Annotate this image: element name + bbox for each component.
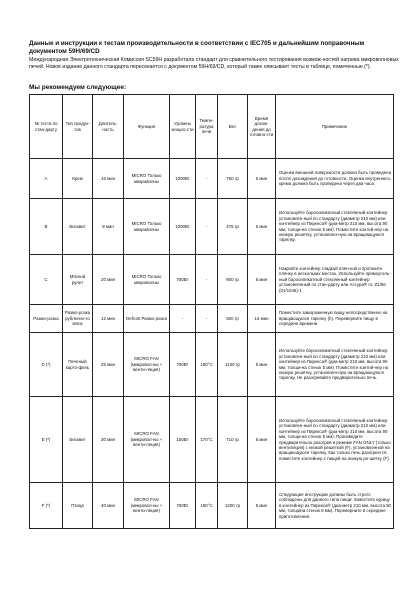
- cell-weight: 750 гр: [218, 159, 248, 199]
- cell-duration: 12 мин: [93, 305, 124, 333]
- intro-paragraph: Международная Электротехническая Комиссия SC59H разработала стандарт для сравнительного тестирования возмож-ностей нагрева микроволновых печей. Новое издание данного стандарта пересекается с документом 59H/69/CD, который также описывает тесты в таблице, помеченные (*).: [29, 57, 399, 70]
- header-test-number: № теста по стан-дарту: [30, 95, 63, 159]
- cell-power: -: [170, 305, 196, 333]
- cell-standing: 5 мин: [248, 159, 276, 199]
- cell-test: E (*): [30, 397, 63, 483]
- cell-power: 1000Вт: [170, 199, 196, 255]
- header-standing-time: Время дохож-дения до готовно-сти: [248, 95, 276, 159]
- header-product-type: Тип продук-тов: [63, 95, 93, 159]
- cell-duration: 25 мин: [93, 333, 124, 397]
- cell-product: Крем: [63, 159, 93, 199]
- cell-temp: 190°C: [196, 483, 218, 529]
- cell-standing: 5 мин: [248, 255, 276, 305]
- header-weight: Вес: [218, 95, 248, 159]
- cell-power: 750Вт: [170, 333, 196, 397]
- cell-power: 750Вт: [170, 255, 196, 305]
- cell-function: MICRO Только микроволны: [124, 159, 170, 199]
- cell-product: Птица: [63, 483, 93, 529]
- cell-function: MICRO FAN (микровол-ны + венти-ляция): [124, 483, 170, 529]
- cell-weight: 710 гр: [218, 397, 248, 483]
- cell-test: F (*): [30, 483, 63, 529]
- cell-standing: 5 мин: [248, 397, 276, 483]
- table-row: [30, 333, 394, 397]
- cell-standing: 5 мин: [248, 333, 276, 397]
- cell-power: 1000Вт: [170, 159, 196, 199]
- cell-weight: 475 гр: [218, 199, 248, 255]
- cell-note: Накройте контейнер гладкой плён-кой и проткните плёнку в нескольких местах. Используйте прямоуголь-ный боросиликатный стеклянный контейнер установленный по стан-дарту или Ассура® nr. Z1/56 (01/1046)-1: [276, 255, 394, 305]
- table-row: [30, 483, 394, 529]
- table-row: [30, 397, 394, 483]
- header-note: Примечание: [276, 95, 394, 159]
- cell-weight: 1200 гр: [218, 483, 248, 529]
- table-row: [30, 305, 394, 333]
- header-duration: Длитель-ность: [93, 95, 124, 159]
- table-header-row: [30, 95, 394, 159]
- cell-function: Defrost Размо-розка: [124, 305, 170, 333]
- cell-power: 750Вт: [170, 483, 196, 529]
- cell-weight: 900 гр: [218, 255, 248, 305]
- cell-weight: 1100 гр: [218, 333, 248, 397]
- header-oven-temperature: Темпе-ратура печи: [196, 95, 218, 159]
- cell-product: Бисквит: [63, 397, 93, 483]
- cell-duration: 30 мин: [93, 397, 124, 483]
- cell-product: Бисквит: [63, 199, 93, 255]
- cell-note: Поместите замороженную пищу непосредственно на вращающуюся тарелку (h). Переверните пищу в середине времени.: [276, 305, 394, 333]
- cell-test: B: [30, 199, 63, 255]
- cell-temp: 170°C: [196, 397, 218, 483]
- cell-function: MICRO Только микроволны: [124, 199, 170, 255]
- cell-temp: 190°C: [196, 333, 218, 397]
- cell-test: C: [30, 255, 63, 305]
- table-row: [30, 199, 394, 255]
- cell-temp: -: [196, 159, 218, 199]
- cell-temp: -: [196, 255, 218, 305]
- cell-product: Размо-розка рубленно-го мяса: [63, 305, 93, 333]
- cell-duration: 8 мин: [93, 199, 124, 255]
- cell-temp: -: [196, 199, 218, 255]
- cell-note: Следующие инструкции должны быть строго соблюдены для данного типа пищи: поместите курицу в контейнер из Пирекса® (диа-метр 210 мм, высота 50 мм, толщина стенок 5 мм). Переверните в середине приготовления.: [276, 483, 394, 529]
- header-power-level: Уровень мощно-сти: [170, 95, 196, 159]
- performance-test-table: [29, 94, 394, 529]
- cell-duration: 20 мин: [93, 255, 124, 305]
- cell-temp: -: [196, 305, 218, 333]
- cell-product: Печеный карто-фель: [63, 333, 93, 397]
- table-row: [30, 255, 394, 305]
- cell-product: Мясной рулет: [63, 255, 93, 305]
- page-title: Данные и инструкции к тестам производительности в соответствии с IEC705 и дальнейшим поправочным документом 59H/69/CD: [29, 40, 365, 55]
- table-row: [30, 159, 394, 199]
- cell-function: MICRO FAN (микровол-ны + венти-ляция): [124, 397, 170, 483]
- cell-standing: 15 мин: [248, 305, 276, 333]
- cell-standing: 5 мин: [248, 483, 276, 529]
- cell-test: D (*): [30, 333, 63, 397]
- header-function: Функция: [124, 95, 170, 159]
- cell-standing: 5 мин: [248, 199, 276, 255]
- cell-note: Оценка внешней поверхности должна быть проведена после дохождения до готовности. Оценка внутреннего крема должна быть проведена через два часа.: [276, 159, 394, 199]
- cell-test: Размо-розка: [30, 305, 63, 333]
- cell-function: MICRO FAN (микровол-ны + венти-ляция): [124, 333, 170, 397]
- cell-duration: 40 мин: [93, 483, 124, 529]
- cell-duration: 16 мин: [93, 159, 124, 199]
- cell-test: A: [30, 159, 63, 199]
- cell-weight: 500 гр: [218, 305, 248, 333]
- cell-note: Используйте боросиликатный стеклянный контейнер установлен-ный по стандарту (диаметр 210 мм) или контейнер из Пирекса® (диа-метр 210 мм, высота 90 мм, толщи-на стенок 5 мм). Поместите контей-нер на низкую решётку, установлен-ную на вращающуюся тарелку.: [276, 199, 394, 255]
- cell-function: MICRO Только микроволны: [124, 255, 170, 305]
- cell-power: 150Вт: [170, 397, 196, 483]
- recommendation-heading: Мы рекомендуем следующее:: [29, 84, 127, 91]
- cell-note: Используйте боросиликатный стеклянный контейнер установлен-ный по стандарту (диаметр 210 мм) или контейнер из Пирекса® (диа-метр 210 мм, высота 90 мм, толщи-на стенок 5 мм). Произведите предварительно разогрев в режиме FAN ONLY (только вентиляция) с низкой решёткой (F), установленной на вращающуюся тарелку. Как только печь разогреется, поместите контейнер с пищей на низкую ре-шётку (F).: [276, 397, 394, 483]
- cell-note: Используйте боросиликатный стеклянный контейнер установлен-ный по стандарту (диаметр 210 мм) или контейнер из Пирекса® (диа-метр 210 мм, высота 90 мм, толщи-на стенок 5 мм). Поместите контей-нер на низкую решётку, установлен-ную на вращающуюся тарелку. Не разогревайте предварительно печь.: [276, 333, 394, 397]
